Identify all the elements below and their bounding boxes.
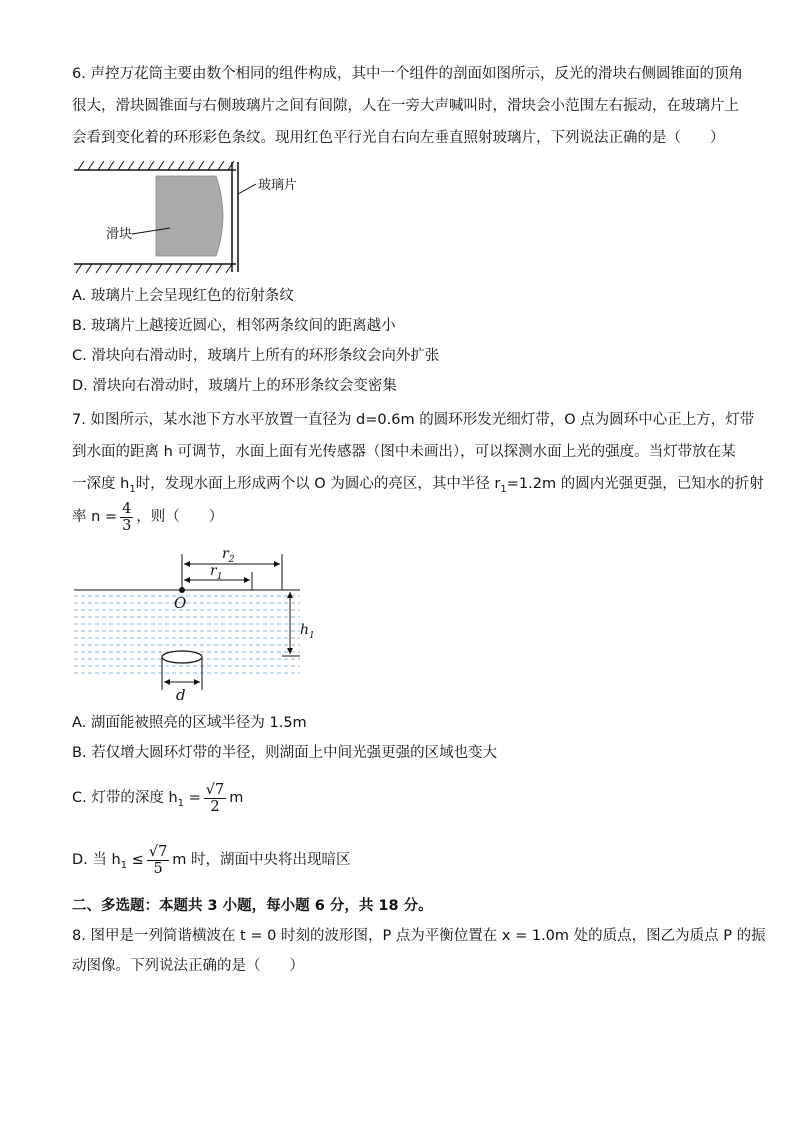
q7-stem-line-4: 率 n = $\frac{4}{3}$ ，则（ ） [72, 500, 224, 534]
option-d-fraction: $\frac{√7}{5}$ [148, 843, 168, 877]
q7-stem-line-2: 到水面的距离 h 可调节，水面上面有光传感器（图中未画出），可以探测水面上光的强度。当灯带放在某 [72, 444, 736, 460]
q7-option-b: B. 若仅增大圆环灯带的半径，则湖面上中间光强更强的区域也变大 [72, 745, 498, 761]
section-heading-multiple-choice: 二、多选题：本题共 3 小题，每小题 6 分，共 18 分。 [72, 898, 433, 914]
q7-option-a: A. 湖面能被照亮的区域半径为 1.5m [72, 715, 307, 731]
q6-stem-line-3: 会看到变化着的环形彩色条纹。现用红色平行光自右向左垂直照射玻璃片，下列说法正确的是（ ） [72, 130, 725, 146]
diameter-label: d [176, 686, 186, 704]
q6-stem-line-2: 很大，滑块圆锥面与右侧玻璃片之间有间隙，人在一旁大声喊叫时，滑块会小范围左右振动，在玻璃片上 [72, 98, 739, 114]
refractive-index-fraction: $\frac{4}{3}$ [122, 500, 132, 534]
q6-option-d: D. 滑块向右滑动时，玻璃片上的环形条纹会变密集 [72, 378, 397, 394]
svg-text:r2: $r_2$ [222, 546, 235, 565]
q8-stem-line-2: 动图像。下列说法正确的是（ ） [72, 958, 304, 974]
q8-stem-line-1: 8. 图甲是一列简谐横波在 t = 0 时刻的波形图，P 点为平衡位置在 x = 1.0m 处的质点，图乙为质点 P 的振 [72, 928, 766, 944]
slider-label: 滑块 [106, 227, 133, 242]
q7-option-c: C. 灯带的深度 $h_1$ = $\frac{√7}{2}$ m [72, 781, 244, 815]
point-o-label: O [174, 594, 187, 612]
q7-option-d: D. 当 $h_1$ ≤ $\frac{√7}{5}$ m 时，湖面中央将出现暗区 [72, 843, 351, 877]
q6-stem-line-1: 6. 声控万花筒主要由数个相同的组件构成，其中一个组件的剖面如图所示，反光的滑块右侧圆锥面的顶角 [72, 66, 743, 82]
q6-figure [70, 158, 330, 276]
q7-stem-line-1: 7. 如图所示，某水池下方水平放置一直径为 d=0.6m 的圆环形发光细灯带，O 点为圆环中心正上方，灯带 [72, 412, 755, 428]
q6-option-c: C. 滑块向右滑动时，玻璃片上所有的环形条纹会向外扩张 [72, 348, 440, 364]
glass-pane-label: 玻璃片 [258, 178, 298, 193]
q6-option-b: B. 玻璃片上越接近圆心，相邻两条纹间的距离越小 [72, 318, 396, 334]
option-c-fraction: $\frac{√7}{2}$ [205, 781, 225, 815]
svg-text:r1: $r_1$ [210, 563, 223, 582]
q7-figure [70, 544, 330, 706]
q6-option-a: A. 玻璃片上会呈现红色的衍射条纹 [72, 288, 294, 304]
q7-stem-line-3: 一深度 $h_1$时，发现水面上形成两个以 O 为圆心的亮区，其中半径 $r_1=1.2m$ 的圆内光强更强，已知水的折射 [72, 476, 764, 495]
svg-text:h1: $h_1$ [300, 622, 315, 641]
